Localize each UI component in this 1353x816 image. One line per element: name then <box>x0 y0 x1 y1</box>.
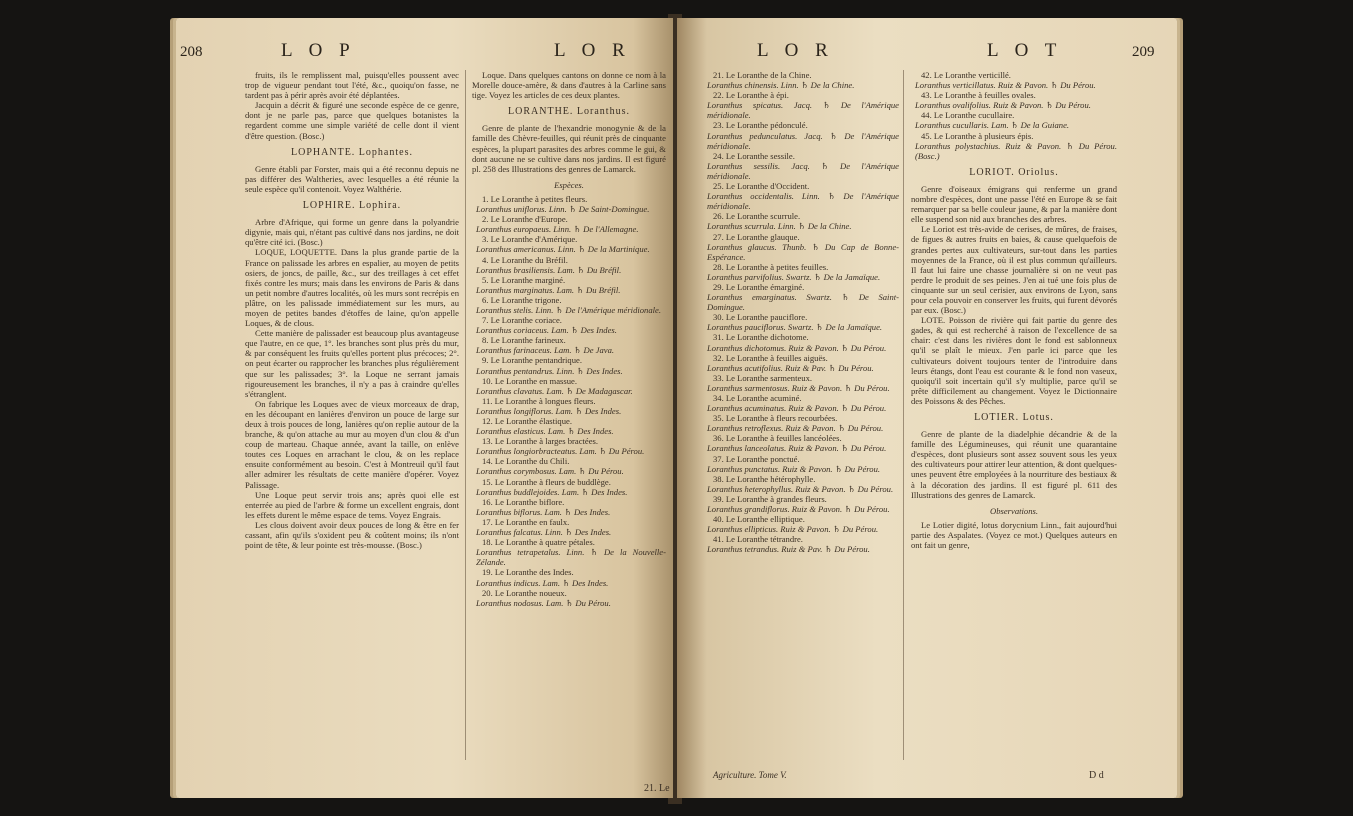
species-entry <box>703 120 899 150</box>
paragraph: Jacquin a décrit & figuré une seconde espèce de ce genre, dont je ne parle pas, parce que quelques botanistes la regardent comme une simple variété de celle dont il vient d'être question. (Bosc.) <box>245 100 459 141</box>
species-common-name: 13. Le Loranthe à larges bractées. <box>482 436 599 447</box>
species-entry <box>472 416 666 436</box>
species-common-name: 4. Le Loranthe du Bréfil. <box>482 254 568 265</box>
species-common-name: 20. Le Loranthe noueux. <box>482 587 567 598</box>
species-latin-name: Loranthus spicatus. Jacq. ♄ De l'Amérique méridionale. <box>707 100 899 121</box>
species-latin-name: Loranthus heterophyllus. Ruiz & Pavon. ♄ Du Pérou. <box>707 483 894 494</box>
species-common-name: 5. Le Loranthe marginé. <box>482 274 566 285</box>
catchword: 21. Le <box>644 783 670 794</box>
paragraph: On fabrique les Loques avec de vieux morceaux de drap, en les découpant en lanières d'environ un pouce de large sur deux à trois pouces de long, lanières qu'on replie autour de la branche, & qu'on attache au mur au moyen d'un clou & d'un coup de marteau. Chaque année, avant la taille, on enlève toutes ces Loques en arrachant le clou, & on les replace ensuite conformément au besoin. C'est à Montreuil qu'il faut aller admirer les résultats de cette manière d'opérer. Voyez Palissage. <box>245 398 459 490</box>
species-latin-name: Loranthus elasticus. Lam. ♄ Des Indes. <box>476 426 614 437</box>
species-common-name: 26. Le Loranthe scurrule. <box>713 211 801 222</box>
species-entry <box>703 454 899 474</box>
subheading: Espèces. <box>554 179 584 190</box>
species-latin-name: Loranthus uniflorus. Linn. ♄ De Saint-Domingue. <box>476 204 650 215</box>
species-common-name: 31. Le Loranthe dichotome. <box>713 332 809 343</box>
species-latin-name: Loranthus sarmentosus. Ruiz & Pavon. ♄ Du Pérou. <box>707 382 890 393</box>
page-number: 209 <box>1132 44 1155 60</box>
species-common-name: 39. Le Loranthe à grandes fleurs. <box>713 493 827 504</box>
entry-heading: LORANTHE. Loranthus. <box>508 106 630 118</box>
paragraph: Genre de plante de l'hexandrie monogynie & de la famille des Chèvre-feuilles, qui réunit près de cinquante espèces, la plupart parasites des arbres comme le gui, & dont aucune ne se cultive dans nos jardins. Il est figuré pl. 258 des Illustrations des genres de Lamarck. <box>472 123 666 174</box>
species-common-name: 14. Le Loranthe du Chili. <box>482 456 570 467</box>
species-entry <box>472 517 666 537</box>
species-latin-name: Loranthus scurrula. Linn. ♄ De la Chine. <box>707 221 852 232</box>
species-common-name: 9. Le Loranthe pentandrique. <box>482 355 582 366</box>
species-common-name: 17. Le Loranthe en faulx. <box>482 516 570 527</box>
species-latin-name: Loranthus indicus. Lam. ♄ Des Indes. <box>476 577 609 588</box>
species-common-name: 32. Le Loranthe à feuilles aiguës. <box>713 352 828 363</box>
species-entry <box>703 211 899 231</box>
species-latin-name: Loranthus longiflorus. Lam. ♄ Des Indes. <box>476 405 622 416</box>
species-common-name: 24. Le Loranthe sessile. <box>713 150 795 161</box>
species-entry <box>472 497 666 517</box>
species-common-name: 12. Le Loranthe élastique. <box>482 416 572 426</box>
signature-mark: D d <box>1089 770 1104 781</box>
entry-heading: LOPHANTE. Lophantes. <box>291 146 413 158</box>
species-latin-name: Loranthus occidentalis. Linn. ♄ De l'Amérique méridionale. <box>707 191 899 212</box>
species-common-name: 23. Le Loranthe pédonculé. <box>713 120 808 131</box>
species-entry <box>472 255 666 275</box>
text-column-1 <box>245 70 459 550</box>
species-entry <box>911 110 1117 130</box>
species-entry <box>472 234 666 254</box>
species-common-name: 21. Le Loranthe de la Chine. <box>713 70 812 80</box>
species-common-name: 37. Le Loranthe ponctué. <box>713 453 800 464</box>
species-entry <box>703 90 899 120</box>
species-common-name: 29. Le Loranthe émarginé. <box>713 281 805 292</box>
species-entry <box>472 275 666 295</box>
species-common-name: 28. Le Loranthe à petites feuilles. <box>713 261 829 272</box>
species-entry <box>472 194 666 214</box>
species-common-name: 6. Le Loranthe trigone. <box>482 294 562 305</box>
species-latin-name: Loranthus sessilis. Jacq. ♄ De l'Amérique méridionale. <box>707 160 899 181</box>
species-entry <box>703 393 899 413</box>
species-common-name: 10. Le Loranthe en massue. <box>482 375 577 386</box>
species-latin-name: Loranthus pedunculatus. Jacq. ♄ De l'Amérique méridionale. <box>707 130 899 151</box>
species-latin-name: Loranthus corymbosus. Lam. ♄ Du Pérou. <box>476 466 624 477</box>
species-latin-name: Loranthus biflorus. Lam. ♄ Des Indes. <box>476 506 611 517</box>
species-common-name: 34. Le Loranthe acuminé. <box>713 393 802 403</box>
species-latin-name: Loranthus brasiliensis. Lam. ♄ Du Bréfil. <box>476 264 622 275</box>
species-latin-name: Loranthus acuminatus. Ruiz & Pavon. ♄ Du Pérou. <box>707 403 887 414</box>
species-common-name: 15. Le Loranthe à fleurs de buddlège. <box>482 476 611 487</box>
species-latin-name: Loranthus parvifolius. Swartz. ♄ De la Jamaïque. <box>707 271 881 282</box>
species-latin-name: Loranthus acutifolius. Ruiz & Pav. ♄ Du Pérou. <box>707 362 874 373</box>
species-entry <box>472 436 666 456</box>
species-entry <box>472 315 666 335</box>
species-common-name: 2. Le Loranthe d'Europe. <box>482 214 568 225</box>
species-entry <box>703 181 899 211</box>
paragraph: Une Loque peut servir trois ans; après quoi elle est enterrée au pied de l'arbre & forme un excellent engrais, dont les effets durent le même espace de tems. Voyez Engrais. <box>245 489 459 520</box>
species-latin-name: Loranthus clavatus. Lam. ♄ De Madagascar. <box>476 385 633 396</box>
text-column-2 <box>472 70 666 608</box>
species-entry <box>703 433 899 453</box>
species-common-name: 22. Le Loranthe à épi. <box>713 90 789 101</box>
species-latin-name: Loranthus stelis. Linn. ♄ De l'Amérique méridionale. <box>476 304 661 315</box>
paragraph: Le Lotier digité, lotus dorycnium Linn., fait aujourd'hui partie des Aspalates. (Voyez ce mot.) Quelques auteurs en ont fait un genre, <box>911 519 1117 551</box>
running-header-left: L O R <box>757 40 834 61</box>
species-latin-name: Loranthus tetrapetalus. Linn. ♄ De la Nouvelle-Zélande. <box>476 547 666 568</box>
paragraph: Les clous doivent avoir deux pouces de long & être en fer cassant, afin qu'ils s'oxident peu & coûtent moins; ils n'ont point de tête, & leur pointe est très-mousse. (Bosc.) <box>245 519 459 551</box>
species-common-name: 42. Le Loranthe verticillé. <box>921 70 1011 80</box>
species-common-name: 27. Le Loranthe glauque. <box>713 231 800 242</box>
species-entry <box>911 70 1117 90</box>
species-latin-name: Loranthus falcatus. Linn. ♄ Des Indes. <box>476 527 612 538</box>
paragraph: Arbre d'Afrique, qui forme un genre dans la polyandrie digynie, mais qui, n'étant pas cultivé dans nos jardins, ne doit qu'être cité ici. (Bosc.) <box>245 217 459 248</box>
page-number: 208 <box>180 44 203 60</box>
species-latin-name: Loranthus americanus. Linn. ♄ De la Martinique. <box>476 244 650 255</box>
species-latin-name: Loranthus buddlejoides. Lam. ♄ Des Indes. <box>476 486 628 497</box>
paragraph: Le Loriot est très-avide de cerises, de mûres, de fraises, de figues & autres fruits en baies, & cause quelquefois de grandes pertes aux cultivateurs, sur-tout dans les parties moyennes de la France, où il est plus commun qu'ailleurs. Il faut lui faire une chasse journalière si on ne veut pas perdre le produit de ses peines. J'en ai tué une fois plus de cinquante sur un seul cerisier, aux environs de Lyon, sans pour cela pouvoir en conserver les fruits, qui furent dévorés par eux. (Bosc.) <box>911 224 1117 316</box>
species-entry <box>703 413 899 433</box>
right-page <box>677 18 1177 798</box>
species-common-name: 33. Le Loranthe sarmenteux. <box>713 372 813 383</box>
running-header-right: L O T <box>987 40 1063 61</box>
species-latin-name: Loranthus farinaceus. Lam. ♄ De Java. <box>476 345 615 356</box>
species-entry <box>703 332 899 352</box>
running-header-left: L O P <box>281 40 356 61</box>
species-entry <box>472 537 666 567</box>
entry-heading: LOPHIRE. Lophira. <box>302 200 402 212</box>
species-latin-name: Loranthus marginatus. Lam. ♄ Du Bréfil. <box>476 284 621 295</box>
species-common-name: 43. Le Loranthe à feuilles ovales. <box>921 90 1036 101</box>
entry-heading: LOTIER. Lotus. <box>974 412 1054 423</box>
paragraph: fruits, ils le remplissent mal, puisqu'elles poussent avec trop de vigueur pendant tout l'été, &c., quoiqu'on fasse, ne tardent pas à périr après avoir été déplantées. <box>245 70 459 101</box>
species-entry <box>472 456 666 476</box>
paragraph: Genre de plante de la diadelphie décandrie & de la famille des Légumineuses, qui réunit une quarantaine d'espèces, dont plusieurs sont assez souvent sous les yeux des cultivateurs pour attirer leur attention, & dont quelques-unes peuvent être employées à la nourriture des bestiaux & à la décoration des jardins. Il est figuré pl. 611 des Illustrations des genres de Lamarck. <box>911 429 1117 500</box>
species-latin-name: Loranthus ovalifolius. Ruiz & Pavon. ♄ Du Pérou. <box>915 100 1091 111</box>
species-common-name: 45. Le Loranthe à plusieurs épis. <box>921 130 1034 141</box>
species-common-name: 35. Le Loranthe à fleurs recourbées. <box>713 413 838 424</box>
paragraph: Genre établi par Forster, mais qui a été reconnu depuis ne pas différer des Waltheries, avec lesquelles a été réunie la seule espèce qu'il contenoit. Voyez Walthérie. <box>245 163 459 194</box>
species-entry <box>703 373 899 393</box>
species-latin-name: Loranthus verticillatus. Ruiz & Pavon. ♄ Du Pérou. <box>915 80 1096 91</box>
species-latin-name: Loranthus grandiflorus. Ruiz & Pavon. ♄ Du Pérou. <box>707 504 890 515</box>
species-latin-name: Loranthus europaeus. Linn. ♄ De l'Allemagne. <box>476 224 639 235</box>
paragraph: Genre d'oiseaux émigrans qui renferme un grand nombre d'espèces, dont une passe l'été en Europe & se fait remarquer par sa belle couleur jaune, & par la manière dont elle suspend son nid aux branches des arbres. <box>911 183 1117 225</box>
text-column-1 <box>703 70 899 555</box>
species-common-name: 41. Le Loranthe tétrandre. <box>713 534 803 545</box>
species-entry <box>472 588 666 608</box>
left-page <box>176 18 673 798</box>
species-latin-name: Loranthus polystachius. Ruiz & Pavon. ♄ Du Pérou. (Bosc.) <box>915 140 1117 161</box>
species-latin-name: Loranthus chinensis. Linn. ♄ De la Chine. <box>707 80 855 91</box>
species-latin-name: Loranthus ellipticus. Ruiz & Pavon. ♄ Du Pérou. <box>707 524 879 535</box>
species-latin-name: Loranthus longiorbracteatus. Lam. ♄ Du Pérou. <box>476 446 645 457</box>
species-common-name: 44. Le Loranthe cucullaire. <box>921 110 1015 121</box>
species-latin-name: Loranthus dichotomus. Ruiz & Pavon. ♄ Du Pérou. <box>707 342 887 353</box>
paragraph: Cette manière de palissader est beaucoup plus avantageuse que l'autre, en ce que, 1°. les branches sont plus près du mur, & par conséquent les fruits qu'elles portent plus précoces; 2°. on peut écarter ou rapprocher les branches plus régulièrement que sur les palissades; 3°. la Loque ne serrant jamais rigoureusement les branches, il n'y a pas à craindre qu'elles s'étranglent. <box>245 328 459 399</box>
species-latin-name: Loranthus tetrandus. Ruiz & Pav. ♄ Du Pérou. <box>707 544 870 555</box>
species-latin-name: Loranthus glaucus. Thunb. ♄ Du Cap de Bonne-Espérance. <box>707 241 899 262</box>
species-latin-name: Loranthus lanceolatus. Ruiz & Pavon. ♄ Du Pérou. <box>707 443 887 454</box>
species-entry <box>703 70 899 90</box>
species-latin-name: Loranthus retroflexus. Ruiz & Pavon. ♄ Du Pérou. <box>707 423 884 434</box>
species-common-name: 36. Le Loranthe à feuilles lancéolées. <box>713 433 842 444</box>
species-common-name: 16. Le Loranthe biflore. <box>482 496 565 507</box>
species-latin-name: Loranthus coriaceus. Lam. ♄ Des Indes. <box>476 325 617 336</box>
species-common-name: 18. Le Loranthe à quatre pétales. <box>482 537 595 548</box>
species-entry <box>472 396 666 416</box>
column-rule <box>903 70 904 760</box>
species-common-name: 1. Le Loranthe à petites fleurs. <box>482 193 588 204</box>
species-entry <box>703 353 899 373</box>
species-entry <box>703 312 899 332</box>
text-column-2 <box>911 70 1117 550</box>
species-entry <box>703 282 899 312</box>
species-entry <box>472 477 666 497</box>
species-latin-name: Loranthus cucullaris. Lam. ♄ De la Guiane. <box>915 120 1070 131</box>
species-entry <box>472 376 666 396</box>
species-latin-name: Loranthus pentandrus. Linn. ♄ Des Indes. <box>476 365 623 376</box>
subheading: Observations. <box>990 505 1038 516</box>
volume-footer: Agriculture. Tome V. <box>713 770 787 780</box>
species-latin-name: Loranthus pauciflorus. Swartz. ♄ De la Jamaïque. <box>707 322 883 333</box>
species-entry <box>472 295 666 315</box>
species-entry <box>911 90 1117 110</box>
species-entry <box>703 514 899 534</box>
species-common-name: 8. Le Loranthe farineux. <box>482 335 566 346</box>
species-entry <box>703 232 899 262</box>
species-common-name: 19. Le Loranthe des Indes. <box>482 567 574 578</box>
species-entry <box>703 151 899 181</box>
species-entry <box>472 214 666 234</box>
species-entry <box>472 355 666 375</box>
species-entry <box>703 534 899 554</box>
species-entry <box>703 474 899 494</box>
column-rule <box>465 70 466 760</box>
species-latin-name: Loranthus punctatus. Ruiz & Pavon. ♄ Du Pérou. <box>707 463 881 474</box>
species-entry <box>703 494 899 514</box>
species-entry <box>472 335 666 355</box>
species-latin-name: Loranthus nodosus. Lam. ♄ Du Pérou. <box>476 597 611 608</box>
species-common-name: 38. Le Loranthe hétérophylle. <box>713 473 816 484</box>
paragraph: LOTE. Poisson de rivière qui fait partie du genre des gades, & qui est recherché à raison de l'excellence de sa chair: c'est dans les rivières dont le fond est sablonneux qu'il se plaît le mieux. J'en parle ici parce que les cultivateurs doivent toujours tenter de l'introduire dans leurs étangs, dont l'eau est courante & le fond non vaseux, quoiqu'il soit incertain qu'il s'y multiplie, parce qu'il se prête difficilement au changement. Voyez le Dictionnaire des Poissons & des Pêches. <box>911 315 1117 406</box>
entry-heading: LORIOT. Oriolus. <box>969 166 1059 178</box>
species-entry <box>472 567 666 587</box>
running-header-right: L O R <box>554 40 631 61</box>
species-common-name: 11. Le Loranthe à longues fleurs. <box>482 395 596 406</box>
paragraph: LOQUE, LOQUETTE. Dans la plus grande partie de la France on palissade les arbres en espalier, au moyen de petits osiers, de joncs, de paille, &c., sur des treillages à cet effet fixés contre les murs; mais dans les environs de Paris & dans un petit nombre d'autres localités, où les murs sont recrépis en plâtre, on les palissade immédiatement sur les murs, au moyen de petites bandes d'étoffes de laine, qu'on appelle Loques, & de clous. <box>245 247 459 329</box>
species-common-name: 3. Le Loranthe d'Amérique. <box>482 234 578 245</box>
species-latin-name: Loranthus emarginatus. Swartz. ♄ De Saint-Domingue. <box>707 292 899 313</box>
species-common-name: 40. Le Loranthe elliptique. <box>713 514 805 525</box>
species-common-name: 7. Le Loranthe coriace. <box>482 315 562 326</box>
species-entry <box>911 131 1117 161</box>
paragraph: Loque. Dans quelques cantons on donne ce nom à la Morelle douce-amère, & dans d'autres à la Carline sans tige. Voyez les articles de ces deux plantes. <box>472 70 666 101</box>
species-entry <box>703 262 899 282</box>
species-common-name: 30. Le Loranthe pauciflore. <box>713 312 808 323</box>
species-common-name: 25. Le Loranthe d'Occident. <box>713 181 810 192</box>
